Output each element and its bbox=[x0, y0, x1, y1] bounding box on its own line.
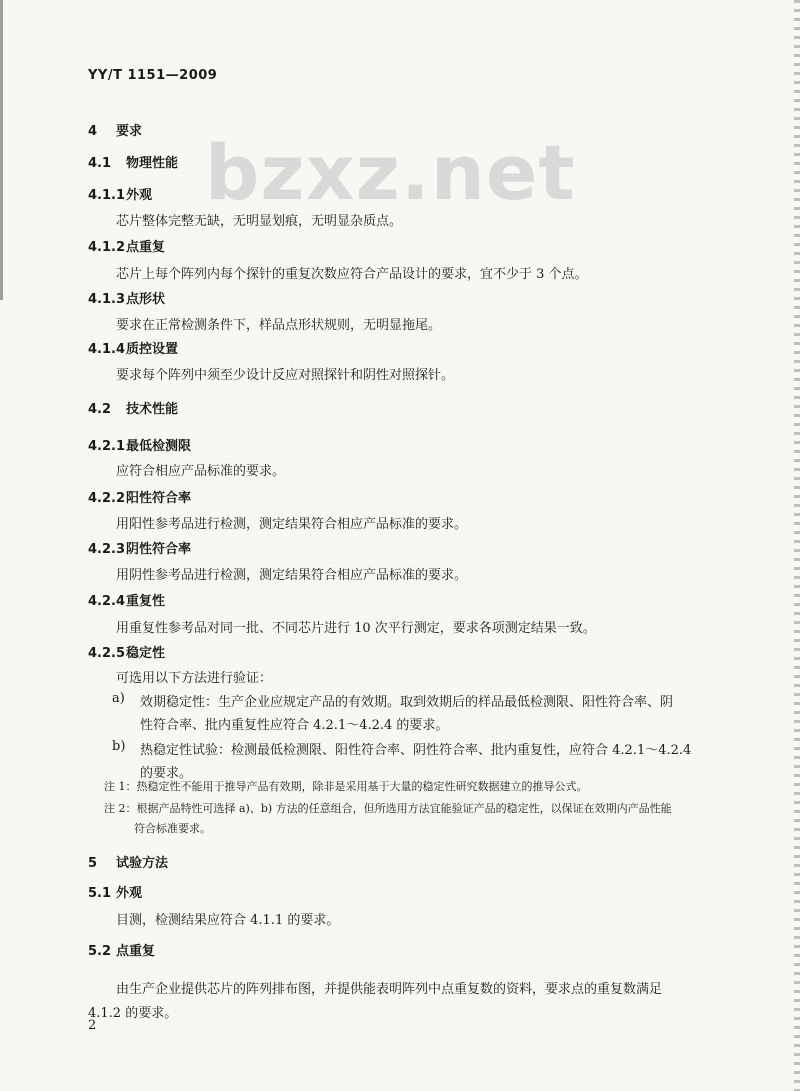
section-5-2-heading: 5.2 点重复 bbox=[88, 944, 156, 959]
section-4-2-1-body: 应符合相应产品标准的要求。 bbox=[116, 464, 286, 479]
section-4-1-3-body: 要求在正常检测条件下，样品点形状规则，无明显拖尾。 bbox=[116, 318, 442, 333]
section-4-1-2-heading: 4.1.2点重复 bbox=[88, 240, 166, 255]
page-number: 2 bbox=[88, 1018, 97, 1033]
scan-edge-right bbox=[794, 0, 800, 1091]
section-4-heading: 4 要求 bbox=[88, 124, 143, 139]
section-4-2-heading: 4.2 技术性能 bbox=[88, 402, 179, 417]
section-4-1-4-heading: 4.1.4质控设置 bbox=[88, 342, 179, 357]
list-item-a-line2: 性符合率、批内重复性应符合 4.2.1～4.2.4 的要求。 bbox=[140, 718, 449, 733]
section-4-1-4-body: 要求每个阵列中须至少设计反应对照探针和阴性对照探针。 bbox=[116, 368, 455, 383]
note-1: 注 1：热稳定性不能用于推导产品有效期，除非是采用基于大量的稳定性研究数据建立的推导公式。 bbox=[104, 780, 588, 793]
list-item-a-line1: 效期稳定性：生产企业应规定产品的有效期。取到效期后的样品最低检测限、阳性符合率、阴 bbox=[140, 695, 674, 710]
section-5-1-heading: 5.1 外观 bbox=[88, 886, 143, 901]
section-4-1-2-body: 芯片上每个阵列内每个探针的重复次数应符合产品设计的要求，宜不少于 3 个点。 bbox=[116, 267, 588, 282]
section-4-2-5-intro: 可选用以下方法进行验证： bbox=[116, 671, 273, 686]
section-5-2-body-line1: 由生产企业提供芯片的阵列排布图，并提供能表明阵列中点重复数的资料，要求点的重复数满足 bbox=[116, 982, 663, 997]
list-item-b-line2: 的要求。 bbox=[140, 766, 193, 781]
watermark: bzxz.net bbox=[205, 128, 576, 217]
section-4-2-3-body: 用阴性参考品进行检测，测定结果符合相应产品标准的要求。 bbox=[116, 568, 468, 583]
section-4-1-1-body: 芯片整体完整无缺，无明显划痕，无明显杂质点。 bbox=[116, 214, 403, 229]
note-2-line2: 符合标准要求。 bbox=[134, 822, 211, 835]
section-4-1-heading: 4.1 物理性能 bbox=[88, 156, 179, 171]
section-4-2-4-heading: 4.2.4重复性 bbox=[88, 594, 166, 609]
section-5-1-body: 目测，检测结果应符合 4.1.1 的要求。 bbox=[116, 913, 340, 928]
list-item-a-label: a) bbox=[112, 691, 125, 706]
scan-edge-left bbox=[0, 0, 3, 300]
section-4-2-2-body: 用阳性参考品进行检测，测定结果符合相应产品标准的要求。 bbox=[116, 517, 468, 532]
section-5-heading: 5 试验方法 bbox=[88, 856, 169, 871]
list-item-b-label: b) bbox=[112, 739, 126, 754]
section-4-1-1-heading: 4.1.1外观 bbox=[88, 188, 153, 203]
section-4-2-3-heading: 4.2.3阴性符合率 bbox=[88, 542, 192, 557]
section-4-2-5-heading: 4.2.5稳定性 bbox=[88, 646, 166, 661]
section-4-2-1-heading: 4.2.1最低检测限 bbox=[88, 439, 192, 454]
list-item-b-line1: 热稳定性试验：检测最低检测限、阳性符合率、阴性符合率、批内重复性，应符合 4.2.1～4.2.4 bbox=[140, 743, 692, 758]
note-2-line1: 注 2：根据产品特性可选择 a)、b) 方法的任意组合，但所选用方法宜能验证产品的稳定性，以保证在效期内产品性能 bbox=[104, 802, 672, 815]
section-5-2-body-line2: 4.1.2 的要求。 bbox=[88, 1006, 178, 1021]
section-4-2-2-heading: 4.2.2阳性符合率 bbox=[88, 491, 192, 506]
standard-number: YY/T 1151—2009 bbox=[88, 68, 218, 83]
section-4-1-3-heading: 4.1.3点形状 bbox=[88, 292, 166, 307]
section-4-2-4-body: 用重复性参考品对同一批、不同芯片进行 10 次平行测定，要求各项测定结果一致。 bbox=[116, 621, 596, 636]
